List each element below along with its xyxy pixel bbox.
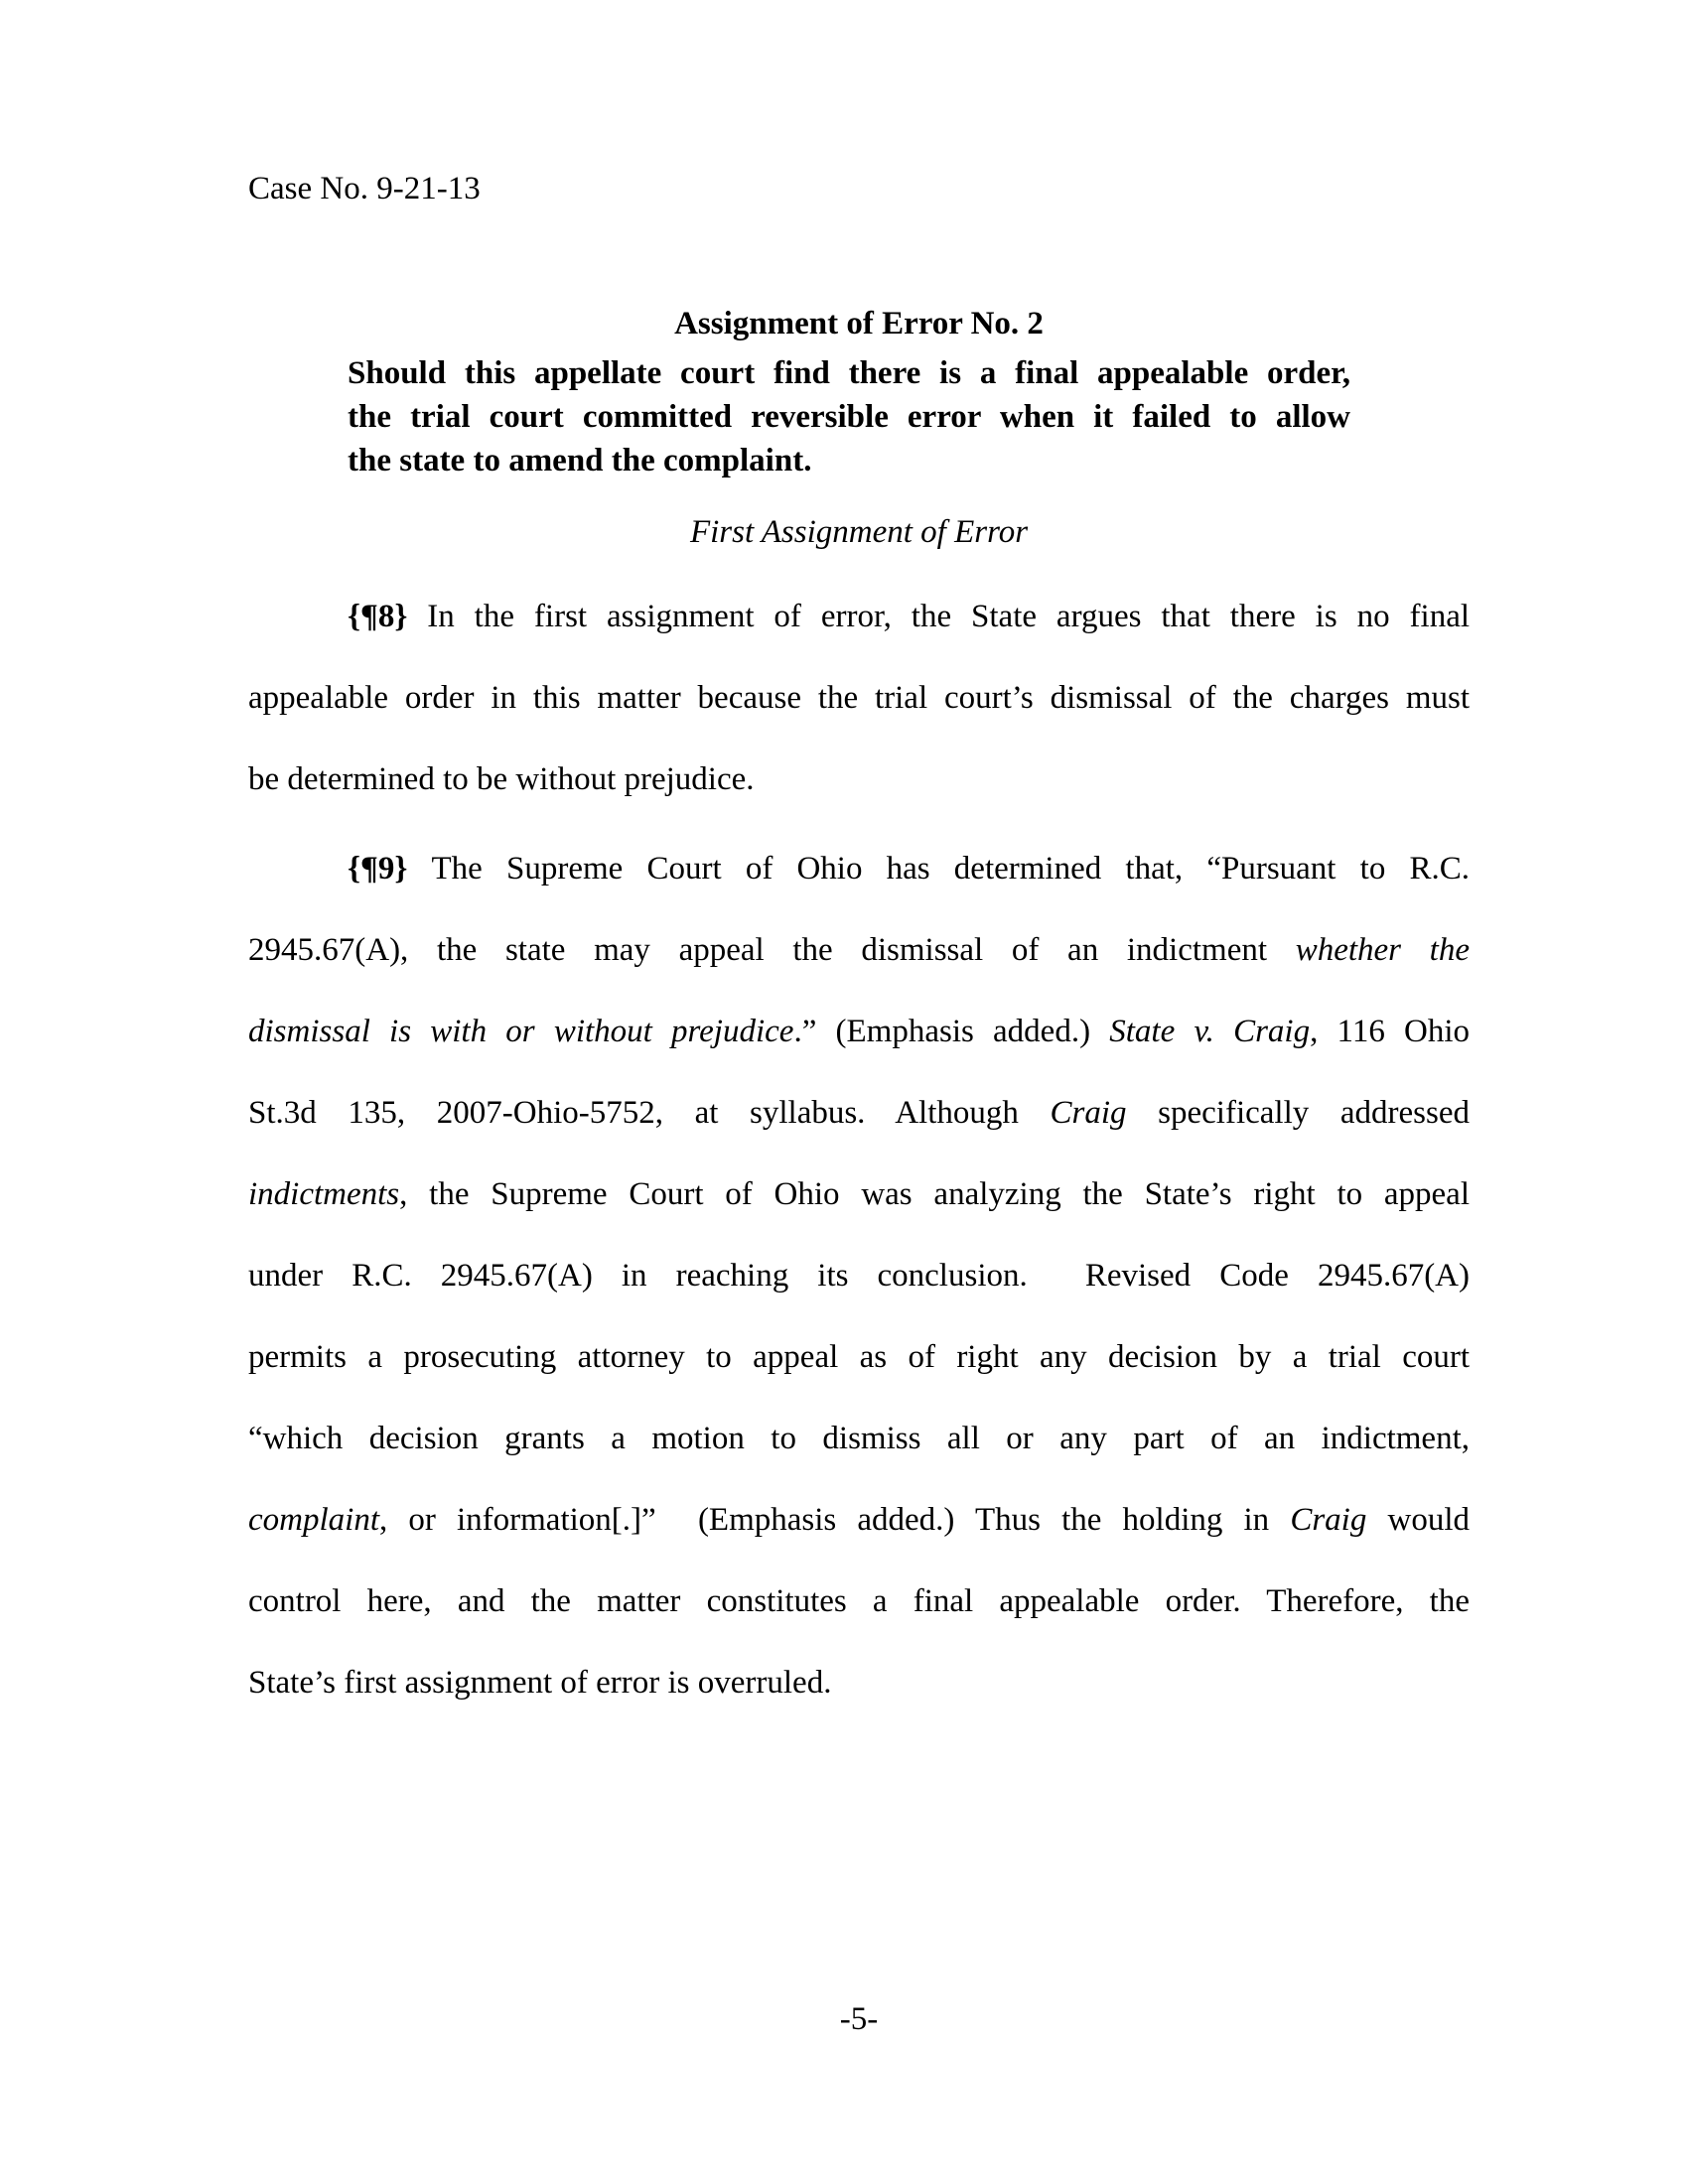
paragraph-9 — [248, 828, 1470, 1723]
first-assignment-subheading: First Assignment of Error — [689, 514, 1029, 550]
page-number: -5- — [839, 2001, 879, 2037]
text-line: indictments, the Supreme Court of Ohio was analyzing the State’s right to appeal — [248, 1176, 1470, 1212]
text-line: be determined to be without prejudice. — [248, 761, 755, 797]
text-line: under R.C. 2945.67(A) in reaching its conclusion. Revised Code 2945.67(A) — [248, 1258, 1470, 1294]
text-line: “which decision grants a motion to dismiss all or any part of an indictment, — [248, 1421, 1470, 1456]
text-line: {¶9} The Supreme Court of Ohio has determined that, “Pursuant to R.C. — [348, 851, 1471, 887]
assignment-of-error-text — [348, 351, 1350, 482]
paragraph-8 — [248, 576, 1470, 820]
case-number: Case No. 9-21-13 — [248, 171, 481, 206]
text-line: Should this appellate court find there is a final appealable order, — [348, 355, 1350, 391]
text-line: the trial court committed reversible error when it failed to allow — [348, 399, 1350, 435]
text-line: {¶8} In the first assignment of error, the State argues that there is no final — [348, 599, 1471, 634]
assignment-of-error-heading: Assignment of Error No. 2 — [674, 306, 1044, 341]
page-content — [248, 0, 1470, 1723]
text-line: appealable order in this matter because the trial court’s dismissal of the charges must — [248, 680, 1470, 716]
text-line: complaint, or information[.]” (Emphasis added.) Thus the holding in Craig would — [248, 1502, 1470, 1538]
text-line: permits a prosecuting attorney to appeal as of right any decision by a trial court — [248, 1339, 1470, 1375]
text-line: dismissal is with or without prejudice.” (Emphasis added.) State v. Craig, 116 Ohio — [248, 1014, 1471, 1049]
text-line: St.3d 135, 2007-Ohio-5752, at syllabus. Although Craig specifically addressed — [248, 1095, 1470, 1131]
text-line: the state to amend the complaint. — [348, 443, 812, 478]
text-line: control here, and the matter constitutes a final appealable order. Therefore, the — [248, 1583, 1470, 1619]
text-line: 2945.67(A), the state may appeal the dismissal of an indictment whether the — [248, 932, 1470, 968]
text-line: State’s first assignment of error is overruled. — [248, 1665, 832, 1701]
